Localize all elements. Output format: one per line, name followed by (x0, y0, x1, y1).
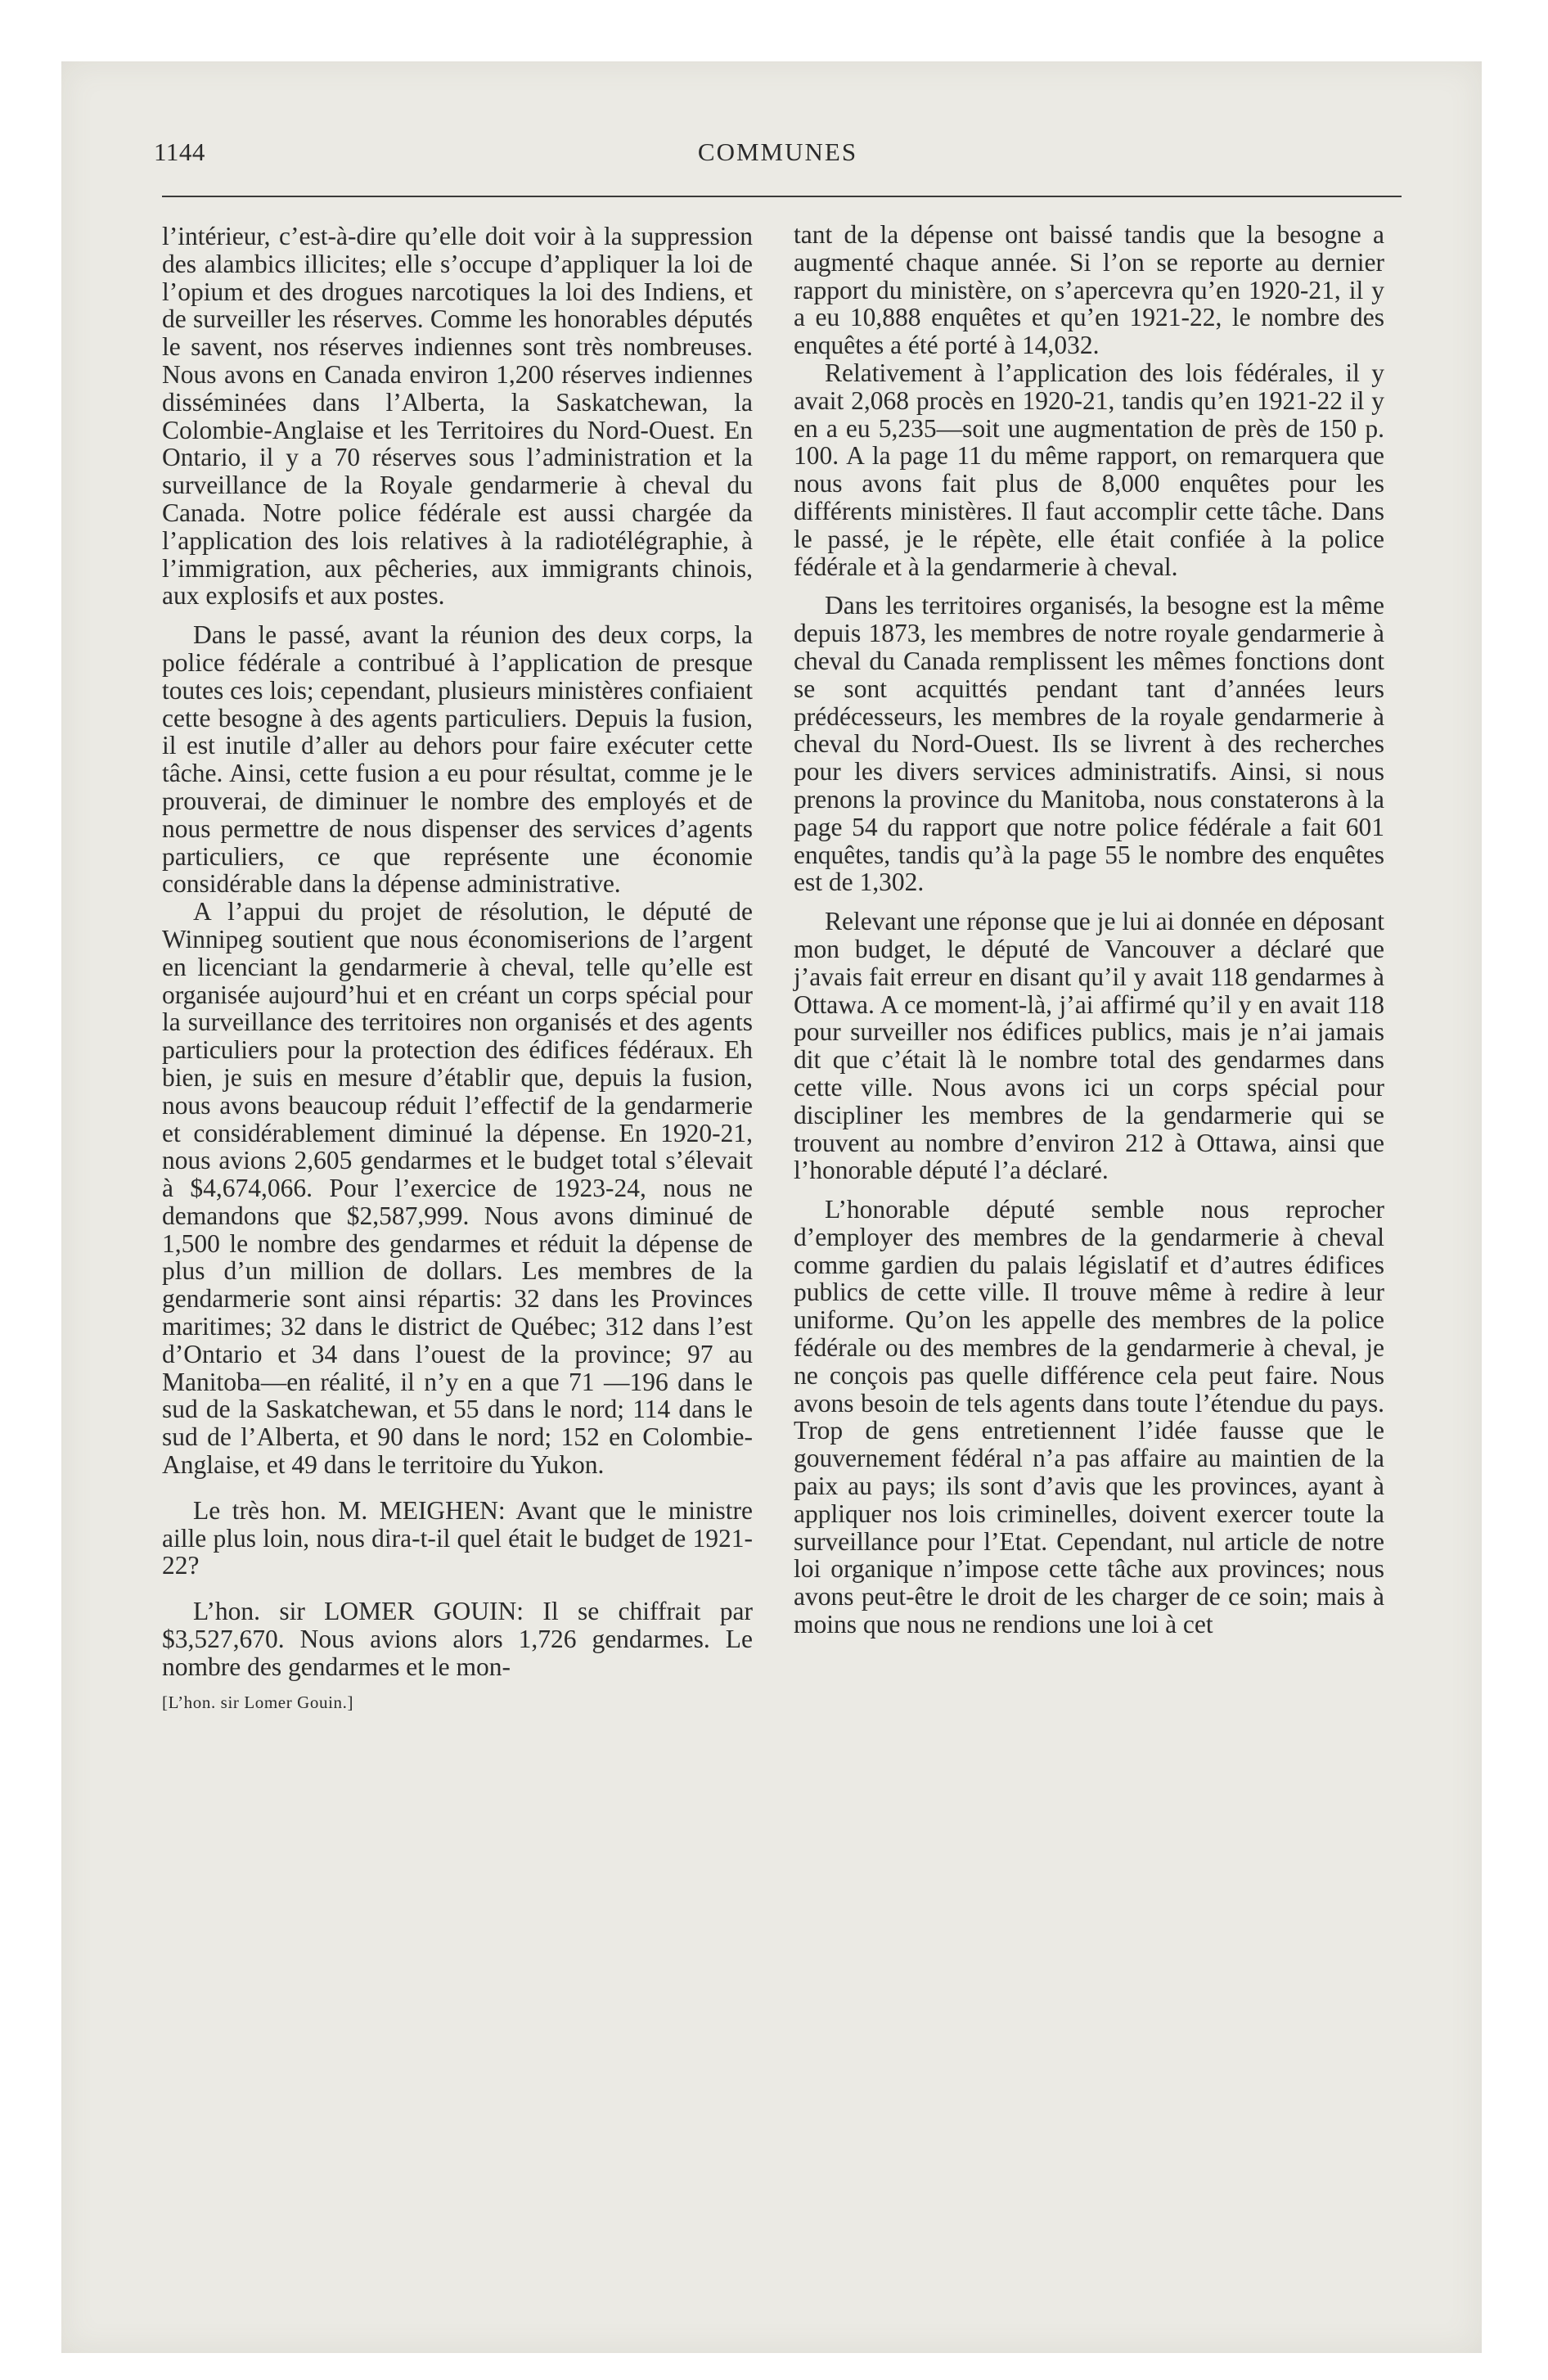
paragraph: Dans le passé, avant la réunion des deux corps, la police fédérale a contribué à l’application de presque toutes ces lois; cependant, plusieurs ministères confiaient cette besogne à des agents particuliers. Depuis la fusion, il est inutile d’aller au dehors pour faire exécuter cette tâche. Ainsi, cette fusion a eu pour résultat, comme je le prouverai, de diminuer le nombre des employés et de nous permettre de nous dispenser des services d’agents particuliers, ce que représente une économie considérable dans la dépense administrative. (162, 620, 753, 899)
running-head: COMMUNES (697, 137, 858, 166)
page-number: 1144 (154, 137, 205, 166)
header-rule (162, 196, 1402, 197)
paragraph: A l’appui du projet de résolution, le député de Winnipeg soutient que nous économiserions de l’argent en licenciant la gendarmerie à cheval, telle qu’elle est organisée aujourd’hui et en créant un corps spécial pour la surveillance des territoires non organisés et des agents particuliers pour la protection des édifices fédéraux. Eh bien, je suis en mesure d’établir que, depuis la fusion, nous avons beaucoup réduit l’effectif de la gendarmerie et considérablement diminué la dépense. En 1920-21, nous avions 2,605 gendarmes et le budget total s’élevait à $4,674,066. Pour l’exercice de 1923-24, nous ne demandons que $2,587,999. Nous avons diminué de 1,500 le nombre des gendarmes et réduit la dépense de plus d’un million de dollars. Les membres de la gendarmerie sont ainsi répartis: 32 dans les Provinces maritimes; 32 dans le district de Québec; 312 dans l’est d’Ontario et 34 dans l’ouest de la province; 97 au Manitoba—en réalité, il n’y en a que 71 —196 dans le sud de la Saskatchewan, et 55 dans le nord; 114 dans le sud de l’Alberta, et 90 dans le nord; 152 en Colombie-Anglaise, et 49 dans le territoire du Yukon. (162, 897, 753, 1480)
paragraph: Relevant une réponse que je lui ai donnée en déposant mon budget, le député de Vancouver a déclaré que j’avais fait erreur en disant qu’il y avait 118 gendarmes à Ottawa. A ce moment-là, j’ai affirmé qu’il y en avait 118 pour surveiller nos édifices publics, mais je n’ai jamais dit que c’était là le nombre total des gendarmes dans cette ville. Nous avons ici un corps spécial pour discipliner les membres de la gendarmerie qui se trouvent au nombre d’environ 212 à Ottawa, ainsi que l’honorable député l’a déclaré. (794, 907, 1384, 1185)
speaker-paragraph-meighen: Le très hon. M. MEIGHEN: Avant que le ministre aille plus loin, nous dira-t-il quel était le budget de 1921-22? (162, 1495, 753, 1580)
paragraph: Relativement à l’application des lois fédérales, il y avait 2,068 procès en 1920-21, tandis qu’en 1921-22 il y en a eu 5,235—soit une augmentation de près de 150 p. 100. A la page 11 du même rapport, on remarquera que nous avons fait plus de 8,000 enquêtes pour les différents ministères. Il faut accomplir cette tâche. Dans le passé, je le répète, elle était confiée à la police fédérale et à la gendarmerie à cheval. (794, 358, 1384, 581)
right-column (794, 221, 1384, 1639)
paragraph: tant de la dépense ont baissé tandis que la besogne a augmenté chaque année. Si l’on se reporte au dernier rapport du ministère, on s’apercevra qu’en 1920-21, il y a eu 10,888 enquêtes et qu’en 1921-22, le nombre des enquêtes a été porté à 14,032. (794, 220, 1384, 360)
paragraph: Dans les territoires organisés, la besogne est la même depuis 1873, les membres de notre royale gendarmerie à cheval du Canada remplissent les mêmes fonctions dont se sont acquittés pendant tant d’années leurs prédécesseurs, les membres de la royale gendarmerie à cheval du Nord-Ouest. Ils se livrent à des recherches pour les divers services administratifs. Ainsi, si nous prenons la province du Manitoba, nous constaterons à la page 54 du rapport que notre police fédérale a fait 601 enquêtes, tandis qu’à la page 55 le nombre des enquêtes est de 1,302. (794, 591, 1384, 897)
speaker-paragraph-gouin: L’hon. sir LOMER GOUIN: Il se chiffrait par $3,527,670. Nous avions alors 1,726 gendarmes. Le nombre des gendarmes et le mon- (162, 1597, 753, 1681)
page-header (154, 137, 1402, 178)
left-column (162, 223, 753, 1712)
paragraph: l’intérieur, c’est-à-dire qu’elle doit voir à la suppression des alambics illicites; elle s’occupe d’appliquer la loi de l’opium et des drogues narcotiques la loi des Indiens, et de surveiller les réserves. Comme les honorables députés le savent, nos réserves indiennes sont très nombreuses. Nous avons en Canada environ 1,200 réserves indiennes disséminées dans l’Alberta, la Saskatchewan, la Colombie-Anglaise et les Territoires du Nord-Ouest. En Ontario, il y a 70 réserves sous l’administration et la surveillance de la Royale gendarmerie à cheval du Canada. Notre police fédérale est aussi chargée da l’application des lois relatives à la radiotélégraphie, à l’immigration, aux pêcheries, aux immigrants chinois, aux explosifs et aux postes. (162, 222, 753, 611)
paragraph: L’honorable député semble nous reprocher d’employer des membres de la gendarmerie à cheval comme gardien du palais législatif et d’autres édifices publics de cette ville. Il trouve même à redire à leur uniforme. Qu’on les appelle des membres de la police fédérale ou des membres de la gendarmerie à cheval, je ne conçois pas quelle différence cela peut faire. Nous avons besoin de tels agents dans toute l’étendue du pays. Trop de gens entretiennent l’idée fausse que le gouvernement fédéral n’a pas affaire au maintien de la paix au pays; ils sont d’avis que les provinces, ayant à appliquer nos lois criminelles, doivent exercer toute la surveillance pour l’Etat. Cependant, nul article de notre loi organique n’impose cette tâche aux provinces; nous avons peut-être le droit de les charger de ce soin; mais à moins que nous ne rendions une loi à cet (794, 1195, 1384, 1639)
footer-note: [L’hon. sir Lomer Gouin.] (162, 1692, 354, 1712)
